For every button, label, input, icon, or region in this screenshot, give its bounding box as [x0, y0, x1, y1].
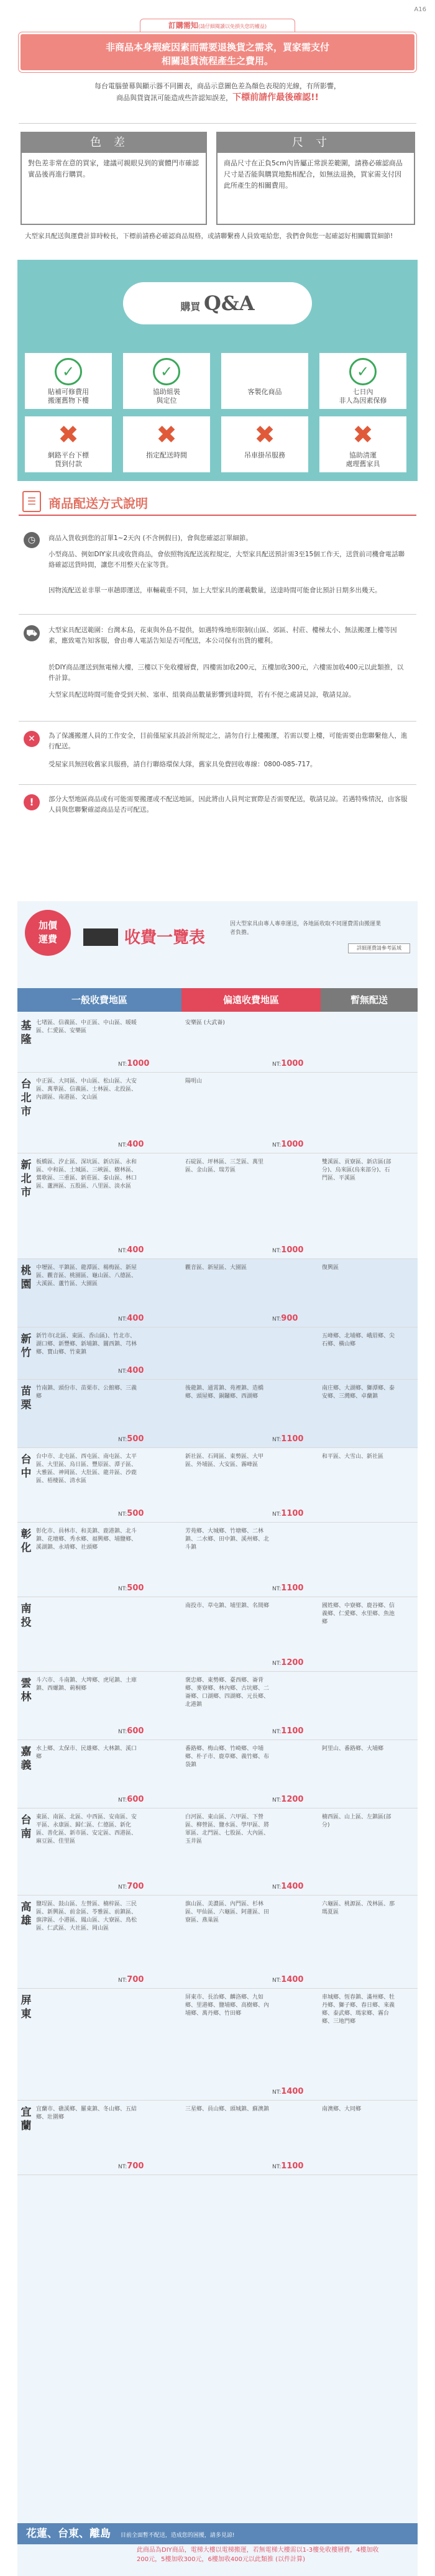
normal-price: [118, 1245, 144, 1255]
fee-description: 因大型家具由專人專車運送，各地區收取不同運費需由搬運業者負擔。: [230, 921, 382, 936]
shipping-p5: 於DIY商品運送到無電梯大樓，三樓以下免收樓層費，四樓需加收200元，五樓加收300元，六樓需加收400元以此類推，以件計算。: [48, 664, 404, 682]
normal-area-list: 東區、南區、北區、中西區、安南區、安平區、永康區、歸仁區、仁德區、新化區、善化區、新市區、安定區、西港區、麻豆區、佳里區: [36, 1814, 137, 1845]
qa-title-big: Q&A: [204, 291, 255, 315]
normal-area-list: 新竹市(北區、東區、香山區)、竹北市、湖口鄉、新豐鄉、新埔鎮、關西鎮、芎林鄉、寶山鄉、竹東鎮: [36, 1333, 137, 1355]
fee-amount: 600: [127, 1795, 144, 1804]
normal-price: [118, 1882, 144, 1891]
qa-card-label: 吊車掛吊服務: [244, 451, 285, 459]
remote-price: [272, 1882, 303, 1891]
notice-tab-title: 訂購需知: [168, 21, 198, 30]
excluded-areas-bar: [17, 2523, 418, 2544]
size-box-title: 尺寸: [218, 133, 414, 153]
city-name: 基隆: [21, 1020, 32, 1046]
qa-card-label: 貼補可修費用 搬運舊物下樓: [48, 388, 89, 405]
city-name: 台北市: [21, 1078, 32, 1118]
city-name: 彰化: [21, 1528, 32, 1554]
no-delivery-list: 南澳鄉、大同鄉: [322, 2106, 362, 2112]
fee-amount: 500: [127, 1509, 144, 1518]
check-icon: ✓: [55, 358, 82, 385]
normal-price: [118, 1975, 144, 1984]
remote-area-list: 褒忠鄉、東勢鄉、臺西鄉、崙背鄉、麥寮鄉、林內鄉、古坑鄉、二崙鄉、口湖鄉、四湖鄉、元長鄉、北港鎮: [185, 1677, 270, 1708]
remote-area-list: 芳苑鄉、大城鄉、竹塘鄉、二林鎮、二水鄉、田中鎮、溪州鄉、北斗鎮: [185, 1528, 270, 1551]
currency-label: NT:: [272, 2164, 282, 2170]
fee-amount: 500: [127, 1584, 144, 1593]
normal-area-list: 宜蘭市、礁溪鄉、羅東鎮、冬山鄉、五結鄉、壯圍鄉: [36, 2106, 137, 2120]
shipping-p1: 商品入貨收到您的訂單1~2天內 (不含例假日)，會與您確認訂單細節。: [48, 534, 252, 542]
shipping-p3: 因物流配送並非單一車趟即運送，車輛載重不同，加上大型家具的運載數量，送達時間可能會比預計日期多出幾天。: [48, 587, 382, 594]
currency-label: NT:: [272, 1661, 282, 1667]
badge-line-1: 加價: [38, 920, 57, 931]
surcharge-badge: [25, 910, 71, 956]
truck-icon: ⛟: [24, 625, 40, 641]
qa-card-label: 協助組裝 與定位: [153, 388, 180, 405]
normal-price: [118, 1314, 144, 1323]
fee-amount: 1100: [281, 2161, 304, 2171]
remote-price: [272, 1584, 303, 1593]
fee-amount: 1400: [281, 1882, 304, 1891]
fee-header: [25, 907, 410, 969]
store-note: 大型家具配送與運費計算時較長，下標前請務必確認商品規格，或請聯繫務人員致電給您，我們會與您一起確認好相關購買細節!: [25, 232, 393, 240]
currency-label: NT:: [118, 1586, 127, 1592]
remote-area-list: 屏東市、長治鄉、麟洛鄉、九如鄉、里港鄉、鹽埔鄉、高樹鄉、內埔鄉、萬丹鄉、竹田鄉: [185, 1994, 270, 2017]
qa-card: [319, 353, 406, 409]
size-box: [216, 132, 415, 225]
remote-price: [272, 1795, 303, 1804]
divider: [19, 784, 416, 785]
qa-card-label: 客製化商品: [247, 388, 282, 396]
normal-price: [118, 1584, 144, 1593]
shipping-p7: 為了保護搬運人員的工作安全，目前僅屋家具設計所規定之，請勿自行上樓搬運，若需以要上樓，可能需要由您聯繫他人，進行配送。: [48, 732, 408, 750]
divider: [19, 721, 416, 722]
remote-price: [272, 1314, 298, 1323]
normal-price: [118, 1509, 144, 1518]
normal-area-list: 彰化市、員林市、和美鎮、鹿港鎮、北斗鎮、花壇鄉、秀水鄉、福興鄉、埔鹽鄉、溪湖鎮、永靖鄉、社頭鄉: [36, 1528, 137, 1551]
cross-circle-icon: ✕: [24, 731, 40, 747]
cross-icon: ✖: [254, 421, 275, 449]
remote-area-list: 白河區、東山區、六甲區、下營區、柳營區、鹽水區、學甲區、將軍區、北門區、七股區、大內區、玉井區: [185, 1814, 270, 1845]
qa-card: [123, 416, 210, 472]
normal-price: [118, 1140, 144, 1149]
currency-label: NT:: [118, 1061, 127, 1068]
normal-price: [118, 1059, 149, 1068]
fee-amount: 1100: [281, 1584, 304, 1593]
qa-heading: [123, 282, 312, 324]
no-delivery-list: 五峰鄉、北埔鄉、峨眉鄉、尖石鄉、橫山鄉: [322, 1333, 395, 1347]
divider: [19, 123, 416, 124]
qa-card: [221, 353, 308, 409]
normal-area-list: 中正區、大同區、中山區、松山區、大安區、萬華區、信義區、士林區、北投區、內湖區、南港區、文山區: [36, 1078, 137, 1101]
check-icon: ✓: [153, 358, 180, 385]
no-delivery-list: 車城鄉、恆春鎮、滿州鄉、牡丹鄉、獅子鄉、春日鄉、來義鄉、泰武鄉、瑪家鄉、霧台鄉、三地門鄉: [322, 1994, 395, 2025]
remote-area-list: 三星鄉、員山鄉、頭城鎮、蘇澳鎮: [185, 2106, 270, 2112]
currency-label: NT:: [118, 1978, 127, 1984]
normal-area-list: 水上鄉、太保市、民雄鄉、大林鎮、溪口鄉: [36, 1746, 137, 1760]
city-name: 新竹: [21, 1333, 32, 1359]
size-box-body: 商品尺寸在正負5cm內皆屬正常誤差範圍，請務必確認商品尺寸是否能與購買地點相配合，如無法退換，買家需支付因此所產生的相關費用。: [224, 159, 403, 190]
fee-amount: 1000: [281, 1140, 304, 1149]
display-notice: 每台電腦螢幕與顯示器不同圖表，商品示意圖色差為顏色表現的光線，有所影響， 商品與貨資訊可能造成些許認知誤差，下標前請作最後確認!!: [19, 81, 416, 104]
qa-card-label: 協助清運 處理舊家具: [346, 451, 380, 468]
qa-card: [123, 353, 210, 409]
currency-label: NT:: [118, 1316, 127, 1322]
currency-label: NT:: [272, 2089, 282, 2096]
normal-price: [118, 1366, 144, 1375]
fee-amount: 1000: [127, 1059, 150, 1068]
remote-area-list: 番路鄉、梅山鄉、竹崎鄉、中埔鄉、朴子市、鹿草鄉、義竹鄉、布袋鎮: [185, 1746, 270, 1768]
normal-price: [118, 1726, 144, 1736]
normal-area-list: 板橋區、汐止區、深坑區、新店區、永和區、中和區、土城區、三峽區、樹林區、鶯歌區、三重區、新莊區、泰山區、林口區、蘆洲區、五股區、八里區、淡水區: [36, 1159, 137, 1189]
normal-area-list: 中壢區、平鎮區、龍潭區、楊梅區、新屋區、觀音區、桃園區、龜山區、八德區、大溪區、蘆竹區、大園區: [36, 1265, 137, 1287]
page-code: A16: [414, 6, 426, 13]
col-none-header: 暫無配送: [321, 988, 418, 1012]
shipping-title: 商品配送方式說明: [48, 496, 148, 511]
no-delivery-list: 六龜區、桃源區、茂林區、那瑪夏區: [322, 1901, 395, 1915]
fee-amount: 1400: [281, 1975, 304, 1984]
qa-card: [25, 416, 112, 472]
normal-price: [118, 1795, 144, 1804]
fee-amount: 900: [281, 1314, 298, 1323]
remote-area-list: 陽明山: [185, 1078, 203, 1084]
divider: [19, 614, 416, 615]
notice-emphasis: 下標前請作最後確認!!: [232, 93, 319, 103]
fee-amount: 1100: [281, 1726, 304, 1736]
notice-line-1: 每台電腦螢幕與顯示器不同圖表，商品示意圖色差為顏色表現的光線，有所影響，: [94, 82, 341, 90]
fee-amount: 1000: [281, 1245, 304, 1255]
qa-card-label: 七日內 非人為因素保修: [339, 388, 387, 405]
floor-fee-footnote: 此商品為DIY商品，電梯大樓以電梯搬運，若無電梯大樓需以1-3樓免收樓層費，4樓加收200元，5樓加收300元，6樓加收400元以此類推 (以件計算): [137, 2547, 379, 2563]
no-delivery-list: 和平區、大雪山、新社區: [322, 1454, 384, 1460]
remote-price: [272, 1059, 303, 1068]
no-delivery-list: 國姓鄉、中寮鄉、鹿谷鄉、信義鄉、仁愛鄉、水里鄉、魚池鄉: [322, 1603, 395, 1625]
city-name: 屏東: [21, 1994, 32, 2020]
currency-label: NT:: [118, 2164, 127, 2170]
remote-price: [272, 1140, 303, 1149]
return-fee-banner: [19, 32, 416, 72]
remote-area-list: 安樂區 (大武崙): [185, 1020, 225, 1026]
fee-amount: 1100: [281, 1509, 304, 1518]
excluded-areas-note: 目前全面暫不配送，造成您的困擾，請多見諒!: [120, 2532, 235, 2539]
remote-price: [272, 1726, 303, 1736]
blank-icon: [251, 358, 278, 385]
currency-label: NT:: [118, 1797, 127, 1804]
no-delivery-list: 阿里山、番路鄉、大埔鄉: [322, 1746, 384, 1752]
fee-title: 收費一覽表: [124, 928, 206, 947]
fee-amount: 400: [127, 1366, 144, 1375]
remote-area-list: 後龍鎮、通霄鎮、苑裡鎮、造橋鄉、頭屋鄉、銅鑼鄉、西湖鄉: [185, 1385, 264, 1400]
delivery-truck-icon: [83, 928, 118, 946]
fee-amount: 600: [127, 1726, 144, 1736]
notice-tab-note: (請仔細閱讀以免損失您的權益): [198, 24, 267, 29]
no-delivery-list: 楠西區、山上區、左鎮區(部分): [322, 1814, 392, 1828]
shipping-p4: 大型家具配送範圍：台灣本島，花東與外島不提供，如遇特殊地形限制(山區、郊區、村莊、樓梯太小、無法搬運上樓等因素，應致電告知客服，會由專人電話告知是否可配送，本公司保有出貨的權利。: [48, 626, 397, 644]
col-normal-header: 一般收費地區: [17, 988, 181, 1012]
fee-amount: 1100: [281, 1434, 304, 1444]
remote-area-list: 觀音區、新屋區、大園區: [185, 1265, 247, 1271]
city-name: 南投: [21, 1603, 32, 1629]
clock-icon: ◷: [24, 532, 40, 548]
shipping-p2: 小型商品、例如DIY家具或收貨商品，會依照物流配送流程規定，大型家具配送預計需3至15個工作天，送貨前司機會電話聯絡確認送貨時間，讓您不用整天在家等貨。: [48, 551, 405, 569]
currency-label: NT:: [118, 1511, 127, 1518]
banner-line-1: 非商品本身瑕疵因素而需要退換貨之需求，買家需支付: [105, 42, 329, 53]
city-name: 桃園: [21, 1265, 32, 1291]
city-name: 新北市: [21, 1159, 32, 1199]
remote-price: [272, 1434, 303, 1444]
color-box-body: 對色差非常在意的買家，建議可親眼見到的實體門市確認實品後再進行購買。: [28, 159, 199, 178]
fee-amount: 400: [127, 1140, 144, 1149]
qa-card: [25, 353, 112, 409]
fee-amount: 1000: [281, 1059, 304, 1068]
fee-amount: 400: [127, 1314, 144, 1323]
color-box-title: 色差: [22, 133, 206, 153]
normal-area-list: 七堵區、信義區、中正區、中山區、暖暖區、仁愛區、安樂區: [36, 1020, 137, 1034]
check-icon: ✓: [349, 358, 377, 385]
fee-amount: 1400: [281, 2087, 304, 2096]
city-name: 雲林: [21, 1677, 32, 1703]
currency-label: NT:: [272, 1437, 282, 1443]
order-notice-header: [19, 19, 416, 104]
currency-label: NT:: [118, 1142, 127, 1148]
currency-label: NT:: [272, 1797, 282, 1804]
city-name: 高雄: [21, 1901, 32, 1927]
city-name: 台南: [21, 1814, 32, 1840]
fee-amount: 500: [127, 1434, 144, 1444]
remote-price: [272, 1245, 303, 1255]
excluded-areas-title: 花蓮、台東、離島: [26, 2528, 111, 2540]
badge-line-2: 運費: [38, 933, 57, 945]
currency-label: NT:: [272, 1248, 282, 1254]
qa-title: 購買: [180, 301, 201, 313]
fee-amount: 400: [127, 1245, 144, 1255]
currency-label: NT:: [118, 1729, 127, 1735]
remote-price: [272, 1509, 303, 1518]
remote-price: [272, 1975, 303, 1984]
qa-card-label: 網路平台下標 貨到付款: [48, 451, 89, 468]
currency-label: NT:: [118, 1248, 127, 1254]
currency-label: NT:: [272, 1316, 282, 1322]
currency-label: NT:: [272, 1978, 282, 1984]
fee-amount: 700: [127, 1975, 144, 1984]
currency-label: NT:: [272, 1884, 282, 1891]
remote-price: [272, 2161, 303, 2171]
qa-panel: [17, 260, 418, 481]
notice-line-2: 商品與貨資訊可能造成些許認知誤差: [116, 94, 226, 102]
remote-area-list: 旗山區、美濃區、內門區、杉林區、甲仙區、六龜區、阿蓮區、田寮區、燕巢區: [185, 1901, 270, 1923]
banner-line-2: 相關退貨流程產生之費用。: [161, 55, 273, 66]
currency-label: NT:: [272, 1061, 282, 1068]
remote-area-list: 石碇區、坪林區、三芝區、萬里區、金山區、瑞芳區: [185, 1159, 264, 1173]
remote-price: [272, 2087, 303, 2096]
shipping-p6: 大型家具配送時間可能會受到天候、塞車、組裝商品數量影響到達時間，若有不便之處請見諒，敬請見諒。: [48, 691, 355, 699]
fee-amount: 700: [127, 1882, 144, 1891]
remote-area-list: 新社區、石岡區、東勢區、大甲區、外埔區、大安區、霧峰區: [185, 1454, 264, 1468]
document-icon: ☰: [22, 491, 41, 512]
cross-icon: ✖: [352, 421, 373, 449]
no-delivery-list: 復興區: [322, 1265, 339, 1271]
currency-label: NT:: [272, 1142, 282, 1148]
qa-card: [319, 416, 406, 472]
no-delivery-list: 雙溪區、貢寮區、新店區(部分)、烏來區(烏來部分)、石門區、平溪區: [322, 1159, 392, 1181]
city-name: 嘉義: [21, 1746, 32, 1772]
color-difference-box: [21, 132, 207, 225]
shipping-p9: 部分大型地區商品或有可能需要搬運或不配送地區，因此將由人員判定實際是否需要配送，敬請見諒。若遇特殊情況，由客服人員與您聯繫確認商品是否可配送。: [48, 795, 408, 814]
shipping-section-header: [19, 488, 416, 516]
currency-label: NT:: [118, 1368, 127, 1375]
qa-card: [221, 416, 308, 472]
city-name: 苗栗: [21, 1385, 32, 1411]
shipping-p8: 受屋家具無回收舊家具服務，請自行聯絡環保大隊，舊家具免費回收專線：0800-085-717。: [48, 761, 317, 768]
currency-label: NT:: [272, 1586, 282, 1592]
remote-area-list: 南投市、草屯鎮、埔里鎮、名間鄉: [185, 1603, 270, 1609]
col-remote-header: 偏遠收費地區: [181, 988, 321, 1012]
fee-detail-button[interactable]: 詳細運費請參考區域: [348, 943, 410, 953]
normal-price: [118, 1434, 144, 1444]
city-name: 台中: [21, 1454, 32, 1480]
normal-price: [118, 2161, 144, 2171]
currency-label: NT:: [272, 1511, 282, 1518]
qa-card-label: 指定配送時間: [146, 451, 187, 459]
no-delivery-list: 南庄鄉、大湖鄉、獅潭鄉、泰安鄉、三灣鄉、卓蘭鎮: [322, 1385, 395, 1400]
remote-price: [272, 1658, 303, 1667]
normal-area-list: 斗六市、斗南鎮、大埤鄉、虎尾鎮、土庫鎮、西螺鎮、莿桐鄉: [36, 1677, 137, 1692]
currency-label: NT:: [272, 1729, 282, 1735]
city-name: 宜蘭: [21, 2106, 32, 2132]
fee-amount: 1200: [281, 1795, 304, 1804]
cross-icon: ✖: [156, 421, 177, 449]
normal-area-list: 台中市、北屯區、西屯區、南屯區、太平區、大里區、烏日區、豐原區、潭子區、大雅區、神岡區、大肚區、龍井區、沙鹿區、梧棲區、清水區: [36, 1454, 137, 1484]
currency-label: NT:: [118, 1437, 127, 1443]
normal-area-list: 鹽埕區、鼓山區、左營區、楠梓區、三民區、新興區、前金區、苓雅區、前鎮區、旗津區、小港區、鳳山區、大寮區、鳥松區、仁武區、大社區、岡山區: [36, 1901, 137, 1932]
notice-tab: [140, 19, 295, 32]
fee-amount: 700: [127, 2161, 144, 2171]
fee-amount: 1200: [281, 1658, 304, 1667]
currency-label: NT:: [118, 1884, 127, 1891]
cross-icon: ✖: [58, 421, 79, 449]
normal-area-list: 竹南鎮、頭份市、苗栗市、公館鄉、三義鄉: [36, 1385, 137, 1400]
warning-icon: !: [24, 794, 40, 810]
